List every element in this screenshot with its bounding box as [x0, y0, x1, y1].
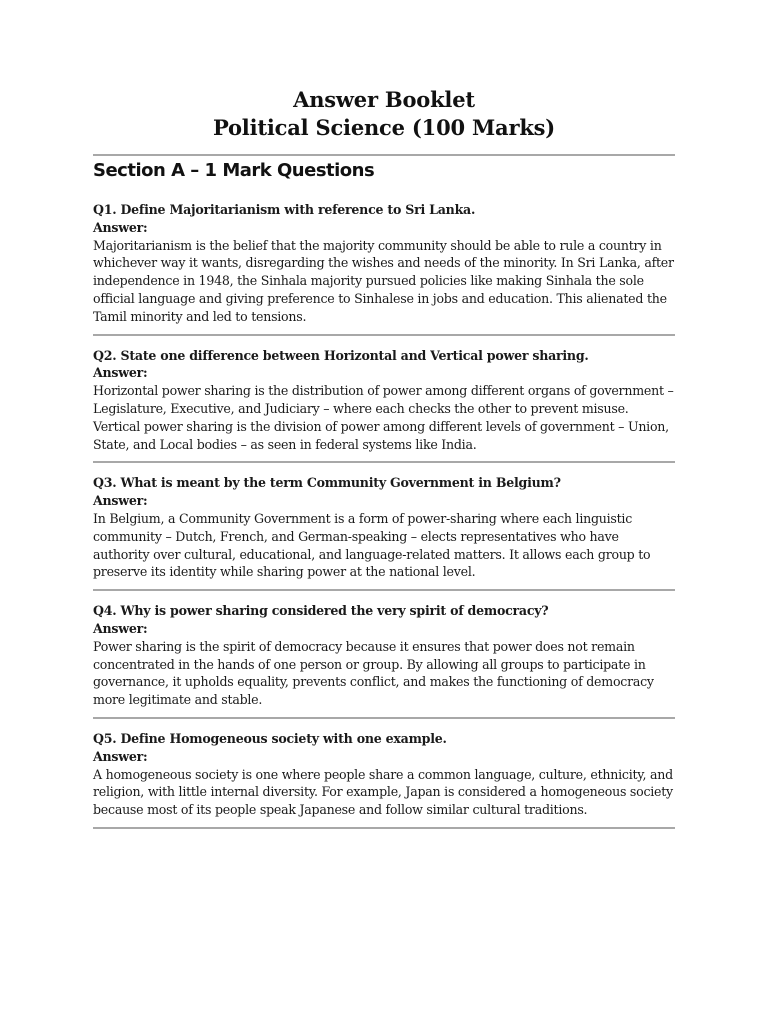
question-text: Q2. State one difference between Horizontal and Vertical power sharing.: [93, 347, 589, 363]
answer-label: Answer:: [93, 620, 148, 636]
answer-label: Answer:: [93, 219, 148, 235]
answer-paragraph: A homogeneous society is one where people share a common language, culture, ethnicity, and religion, with little internal diversity. For example, Japan is considered a homogeneous society because most of its people speak Japanese and follow similar cultural traditions.: [93, 766, 673, 818]
question-text: Q3. What is meant by the term Community Government in Belgium?: [93, 475, 561, 491]
document-title: [93, 86, 675, 142]
answer-paragraph: Horizontal power sharing is the distribution of power among different organs of government – Legislature, Executive, and Judiciary – where each checks the other to prevent misuse.: [93, 383, 674, 416]
answer-label: Answer:: [93, 365, 148, 381]
answer-booklet-page: [93, 86, 675, 829]
question-divider: [93, 827, 675, 829]
question-text: Q1. Define Majoritarianism with reference to Sri Lanka.: [93, 202, 476, 217]
question-text: Q5. Define Homogeneous society with one example.: [93, 730, 447, 746]
answer-paragraph: In Belgium, a Community Government is a form of power-sharing where each linguistic community – Dutch, French, and German-speaking – elects representatives who have authority over cultural, educational, and language-related matters. It allows each group to preserve its identity while sharing power at the national level.: [93, 510, 651, 580]
question-block-5: [93, 719, 675, 827]
answer-paragraph: Vertical power sharing is the division of power among different levels of government – Union, State, and Local bodies – as seen in federal systems like India.: [93, 418, 669, 452]
question-block-1: [93, 182, 675, 334]
title-line-2: Political Science (100 Marks): [212, 115, 556, 140]
section-heading: Section A – 1 Mark Questions: [93, 160, 375, 181]
title-line-1: Answer Booklet: [293, 87, 475, 112]
answer-label: Answer:: [93, 748, 148, 764]
answer-paragraph: Power sharing is the spirit of democracy because it ensures that power does not remain concentrated in the hands of one person or group. By allowing all groups to participate in governance, it upholds equality, prevents conflict, and makes the functioning of democracy more legitimate and stable.: [93, 638, 654, 708]
question-block-4: [93, 591, 675, 717]
question-list: [93, 182, 675, 829]
answer-paragraph: Majoritarianism is the belief that the majority community should be able to rule a country in whichever way it wants, disregarding the wishes and needs of the minority. In Sri Lanka, after independence in 1948, the Sinhala majority pursued policies like making Sinhala the sole official language and giving preference to Sinhalese in jobs and education. This alienated the Tamil minority and led to tensions.: [93, 237, 674, 324]
question-block-2: [93, 336, 675, 462]
section-divider: [93, 154, 675, 156]
question-block-3: [93, 463, 675, 589]
question-text: Q4. Why is power sharing considered the very spirit of democracy?: [93, 603, 549, 619]
answer-label: Answer:: [93, 493, 148, 509]
